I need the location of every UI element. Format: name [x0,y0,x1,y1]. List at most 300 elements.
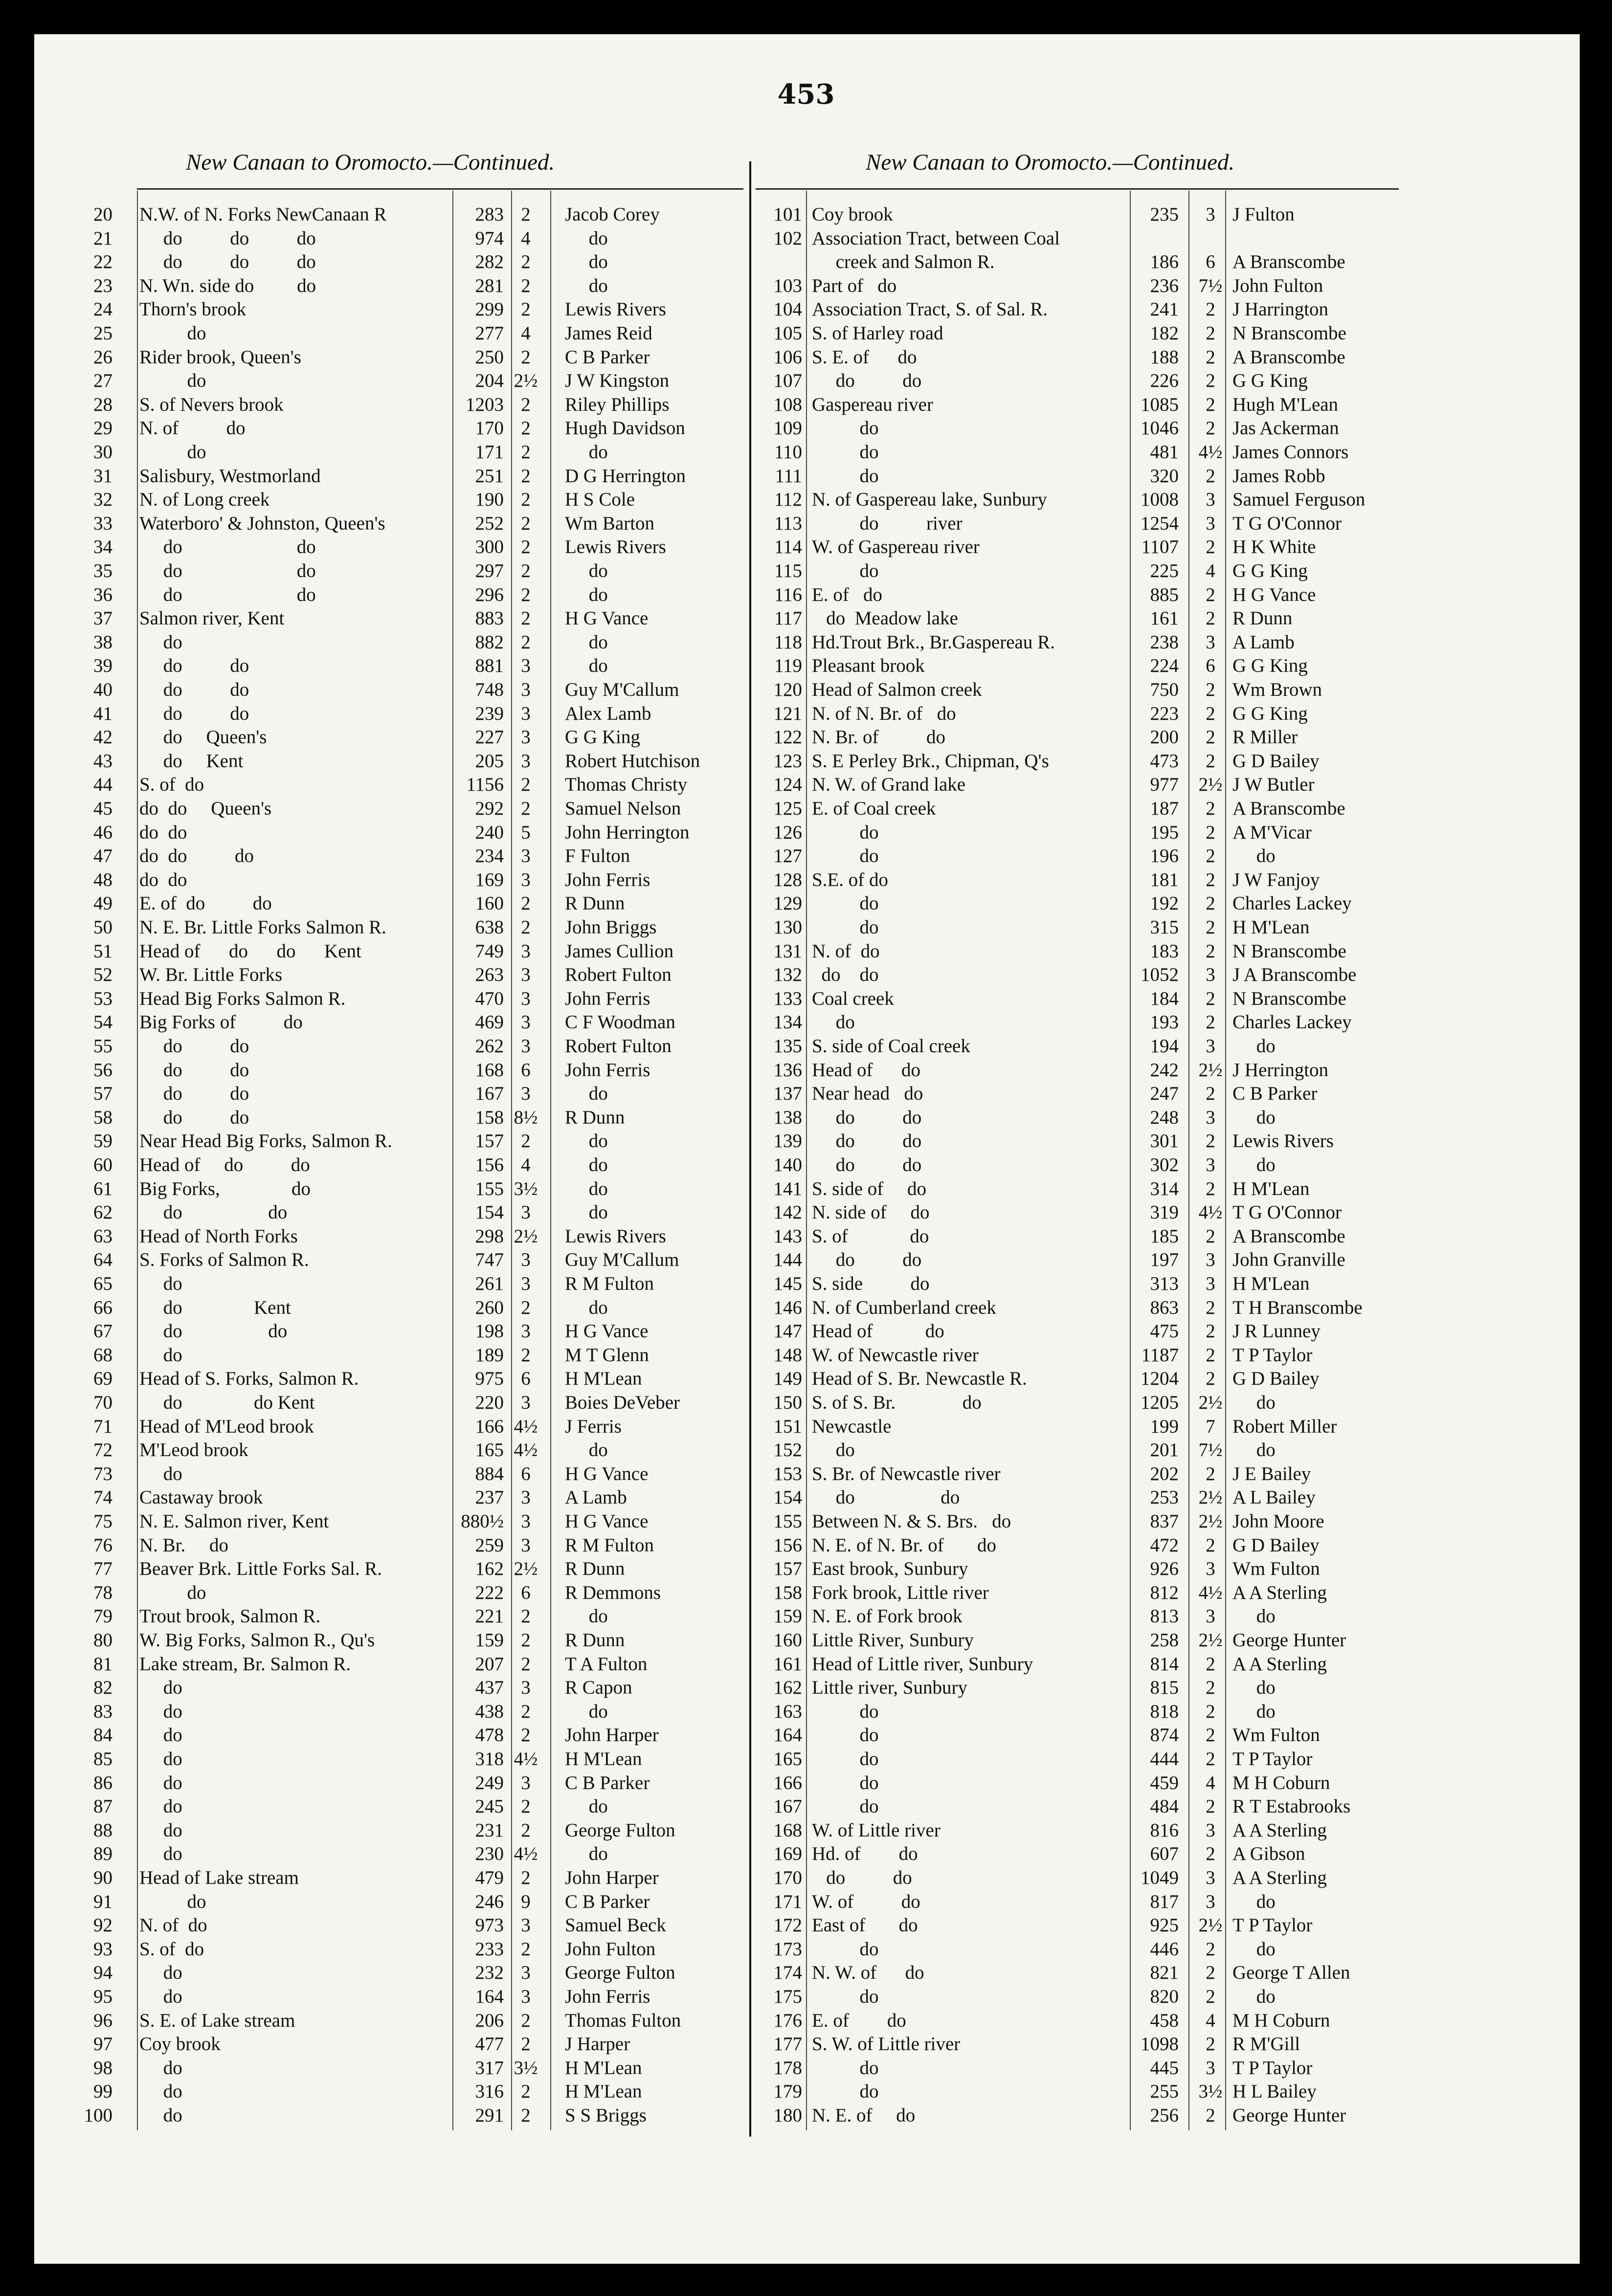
grantee-name: A Lamb [565,1487,627,1508]
location: Lake stream, Br. Salmon R. [139,1653,351,1675]
rate: 2 [1206,893,1215,914]
table-row [0,1056,1612,1079]
acreage: 1098 [1141,2033,1179,2055]
grantee-name: C F Woodman [565,1012,675,1033]
rate: 2 [521,798,531,819]
grantee-name: A Gibson [1232,1843,1305,1865]
location: N. of Long creek [139,489,270,510]
table-row [0,2077,1612,2100]
acreage: 296 [475,584,504,605]
lot-number: 80 [93,1630,112,1651]
rate: 3 [521,1677,531,1699]
grantee-name: do [1232,1700,1276,1722]
grantee-name: John Granville [1232,1249,1345,1271]
location: Salisbury, Westmorland [139,465,321,486]
location: do do [812,370,922,392]
left-header-rule [137,188,743,190]
table-row [0,414,1612,437]
lot-number: 177 [773,2033,802,2055]
lot-number: 41 [93,703,112,724]
grantee-name: Samuel Ferguson [1232,489,1366,510]
table-row [0,200,1612,223]
grantee-name: Jacob Corey [565,204,660,225]
table-row [0,1555,1612,1578]
acreage: 484 [1150,1796,1179,1817]
location: do do [139,703,249,724]
location: do [139,1582,206,1603]
rate: 2 [521,251,531,273]
lot-number: 128 [773,869,802,890]
location: N. W. of Grand lake [812,774,966,795]
acreage: 261 [475,1273,504,1294]
lot-number: 26 [93,346,112,368]
rate: 2 [521,204,531,225]
location: Between N. & S. Brs. do [812,1511,1011,1532]
acreage: 239 [475,703,504,724]
location: do do [812,964,879,986]
lot-number: 39 [93,655,112,677]
lot-number: 74 [93,1487,112,1508]
lot-number: 105 [773,323,802,344]
location: do [812,1796,879,1817]
lot-number: 141 [773,1178,802,1199]
acreage: 1107 [1141,536,1179,558]
rate: 2 [1206,418,1215,439]
lot-number: 43 [93,750,112,772]
lot-number: 106 [773,346,802,368]
rate: 3 [1206,2057,1215,2078]
acreage: 975 [475,1368,504,1390]
lot-number: 24 [93,299,112,320]
grantee-name: S S Briggs [565,2105,647,2126]
grantee-name: do [565,275,608,296]
lot-number: 76 [93,1534,112,1556]
lot-number: 25 [93,323,112,344]
grantee-name: H K White [1232,536,1316,558]
rate: 2 [1206,940,1215,962]
grantee-name: R Dunn [565,893,625,914]
rate: 3 [1206,204,1215,225]
location: do do [139,560,316,581]
grantee-name: N Branscombe [1232,323,1346,344]
rate: 7½ [1198,1439,1223,1461]
location: Head Big Forks Salmon R. [139,988,346,1009]
lot-number: 175 [773,1986,802,2007]
acreage: 925 [1150,1915,1179,1936]
rate: 4½ [1198,442,1223,463]
table-row [0,1745,1612,1768]
table-row [0,1104,1612,1126]
acreage: 171 [475,442,504,463]
location: S. side of do [812,1178,926,1199]
location: N. of do [812,940,880,962]
acreage: 1156 [466,774,504,795]
grantee-name: D G Herrington [565,465,686,486]
acreage: 1203 [466,394,504,415]
location: S. W. of Little river [812,2033,961,2055]
rate: 3 [521,1534,531,1556]
grantee-name: Samuel Nelson [565,798,681,819]
lot-number: 21 [93,227,112,249]
acreage: 820 [1150,1986,1179,2007]
rate: 6 [1206,655,1215,677]
rate: 2 [1206,917,1215,938]
rate: 4 [521,323,531,344]
rate: 2 [521,1344,531,1366]
rate: 4 [521,227,531,249]
lot-number: 143 [773,1225,802,1247]
grantee-name: J Fulton [1232,204,1295,225]
location: do [812,1748,879,1769]
acreage: 238 [1150,631,1179,653]
table-row [0,866,1612,889]
table-row [0,676,1612,699]
location: Head of do [812,1321,944,1342]
rate: 3 [521,1772,531,1793]
rate: 4 [1206,560,1215,581]
grantee-name: Guy M'Callum [565,1249,679,1271]
acreage: 302 [1150,1154,1179,1175]
rate: 2 [1206,1178,1215,1199]
grantee-name: J Harper [565,2033,630,2055]
rate: 2 [1206,727,1215,748]
acreage: 249 [475,1772,504,1793]
grantee-name: Boies DeVeber [565,1392,680,1413]
grantee-name: H M'Lean [565,1368,642,1390]
grantee-name: do [565,1843,608,1865]
lot-number: 32 [93,489,112,510]
grantee-name: do [565,1700,608,1722]
acreage: 231 [475,1819,504,1841]
acreage: 230 [475,1843,504,1865]
rate: 3 [521,1915,531,1936]
rate: 2 [1206,1368,1215,1390]
acreage: 445 [1150,2057,1179,2078]
location: Thorn's brook [139,299,246,320]
rate: 3 [521,1273,531,1294]
acreage: 1205 [1141,1392,1179,1413]
lot-number: 112 [774,489,802,510]
grantee-name: do [565,1178,608,1199]
rate: 3 [521,703,531,724]
location: do [812,442,879,463]
left-column-heading: New Canaan to Oromocto.—Continued. [186,150,555,175]
rate: 2 [1206,394,1215,415]
table-row [0,1127,1612,1150]
rate: 6 [521,1059,531,1081]
location: do [139,1891,206,1912]
rate: 2 [521,1819,531,1841]
acreage: 206 [475,2009,504,2031]
lot-number: 125 [773,798,802,819]
acreage: 300 [475,536,504,558]
lot-number: 163 [773,1700,802,1722]
lot-number: 102 [773,227,802,249]
grantee-name: A A Sterling [1232,1867,1327,1888]
lot-number: 22 [93,251,112,273]
location: N. of N. Br. of do [812,703,956,724]
grantee-name: T P Taylor [1232,2057,1313,2078]
lot-number: 123 [773,750,802,772]
rate: 2 [1206,1083,1215,1104]
location: N. Br. do [139,1534,229,1556]
table-row [0,1270,1612,1293]
rate: 2 [521,1606,531,1627]
rate: 4 [1206,1772,1215,1793]
grantee-name: J W Kingston [565,370,670,392]
grantee-name: do [565,631,608,653]
rate: 2½ [1198,1487,1223,1508]
grantee-name: John Harper [565,1867,659,1888]
grantee-name: James Connors [1232,442,1349,463]
grantee-name: N Branscombe [1232,988,1346,1009]
lot-number: 45 [93,798,112,819]
lot-number: 54 [93,1012,112,1033]
right-header-rule [756,188,1399,190]
grantee-name: Charles Lackey [1232,1012,1352,1033]
grantee-name: R M'Gill [1232,2033,1300,2055]
location: do do [139,1083,249,1104]
table-row [0,961,1612,984]
table-row [0,367,1612,390]
table-row [0,1769,1612,1792]
grantee-name: Robert Miller [1232,1415,1337,1437]
table-row [0,1151,1612,1174]
location: do [139,1273,182,1294]
table-row [0,723,1612,746]
rate: 2 [521,893,531,914]
grantee-name: H M'Lean [1232,917,1310,938]
lot-number: 38 [93,631,112,653]
location: Trout brook, Salmon R. [139,1606,321,1627]
rate: 3 [521,1511,531,1532]
lot-number: 85 [93,1748,112,1769]
grantee-name: Thomas Christy [565,774,688,795]
grantee-name: R Demmons [565,1582,661,1603]
rate: 2 [1206,465,1215,486]
lot-number: 28 [93,394,112,415]
acreage: 184 [1150,988,1179,1009]
lot-number: 68 [93,1344,112,1366]
acreage: 315 [1150,917,1179,938]
lot-number: 91 [93,1891,112,1912]
rate: 2 [521,1938,531,1960]
acreage: 162 [475,1558,504,1580]
grantee-name: George Fulton [565,1819,675,1841]
table-row [0,1674,1612,1697]
acreage: 1204 [1141,1368,1179,1390]
table-row [0,1175,1612,1198]
lot-number: 50 [93,917,112,938]
acreage: 297 [475,560,504,581]
table-row [0,438,1612,461]
table-row [0,1483,1612,1506]
lot-number: 97 [93,2033,112,2055]
rate: 2 [521,2033,531,2055]
lot-number: 61 [93,1178,112,1199]
grantee-name: A Branscombe [1232,346,1345,368]
lot-number: 133 [773,988,802,1009]
lot-number: 157 [773,1558,802,1580]
table-row [0,937,1612,960]
rate: 2 [1206,1724,1215,1746]
lot-number: 165 [773,1748,802,1769]
lot-number: 53 [93,988,112,1009]
location: do [812,418,879,439]
table-row [0,1317,1612,1340]
lot-number: 55 [93,1036,112,1057]
lot-number: 119 [774,655,802,677]
grantee-name: John Fulton [565,1938,656,1960]
lot-number: 96 [93,2009,112,2031]
rate: 2 [1206,1653,1215,1675]
acreage: 299 [475,299,504,320]
rate: 2 [521,2105,531,2126]
lot-number: 174 [773,1962,802,1984]
location: Head of M'Leod brook [139,1415,314,1437]
acreage: 317 [475,2057,504,2078]
lot-number: 118 [774,631,802,653]
acreage: 253 [1150,1487,1179,1508]
grantee-name: H M'Lean [565,2081,642,2102]
rate: 3 [521,1392,531,1413]
location: do [139,1344,182,1366]
table-row [0,795,1612,817]
acreage: 884 [475,1463,504,1484]
grantee-name: do [1232,1392,1276,1413]
rate: 3 [521,1986,531,2007]
table-row [0,747,1612,770]
location: Fork brook, Little river [812,1582,989,1603]
acreage: 181 [1150,869,1179,890]
grantee-name: Lewis Rivers [565,299,666,320]
lot-number: 57 [93,1083,112,1104]
rate: 2 [521,1653,531,1675]
rate: 2 [521,584,531,605]
location: S. E. of Lake stream [139,2009,295,2031]
rate: 2 [1206,1700,1215,1722]
rate: 9 [521,1891,531,1912]
rate: 2 [521,1297,531,1318]
location: do [139,370,206,392]
location: E. of Coal creek [812,798,936,819]
location: N. E. of do [812,2105,916,2126]
grantee-name: G G King [1232,370,1308,392]
grantee-name: C B Parker [565,1772,650,1793]
acreage: 200 [1150,727,1179,748]
grantee-name: Lewis Rivers [565,1225,666,1247]
location: Waterboro' & Johnston, Queen's [139,512,385,534]
acreage: 202 [1150,1463,1179,1484]
location: Head of Lake stream [139,1867,299,1888]
location: do do [812,1106,922,1128]
grantee-name: Thomas Fulton [565,2009,681,2031]
lot-number: 90 [93,1867,112,1888]
rate: 3 [521,845,531,867]
lot-number: 116 [774,584,802,605]
acreage: 245 [475,1796,504,1817]
rate: 3 [1206,489,1215,510]
location: Head of Salmon creek [812,679,982,700]
rate: 2 [1206,1321,1215,1342]
grantee-name: do [565,1606,608,1627]
rate: 3½ [514,2057,538,2078]
acreage: 232 [475,1962,504,1984]
location: Head of S. Forks, Salmon R. [139,1368,359,1390]
grantee-name: C B Parker [565,1891,650,1912]
acreage: 301 [1150,1130,1179,1152]
grantee-name: Alex Lamb [565,703,651,724]
table-row [0,652,1612,675]
location: S. Forks of Salmon R. [139,1249,309,1271]
acreage: 882 [475,631,504,653]
location: N. E. of Fork brook [812,1606,963,1627]
lot-number: 98 [93,2057,112,2078]
table-row [0,248,1612,271]
rate: 2 [521,512,531,534]
lot-number: 110 [774,442,802,463]
acreage: 281 [475,275,504,296]
table-row [0,486,1612,508]
grantee-name: John Ferris [565,1986,650,2007]
table-row [0,557,1612,580]
lot-number: 126 [773,821,802,843]
rate: 4½ [514,1748,538,1769]
table-row [0,2007,1612,2030]
location: do [139,1819,182,1841]
location: Newcastle [812,1415,892,1437]
acreage: 194 [1150,1036,1179,1057]
location: S. E. of do [812,346,917,368]
location: do do [812,1487,960,1508]
acreage: 1052 [1141,964,1179,986]
location: N. of Gaspereau lake, Sunbury [812,489,1047,510]
acreage: 319 [1150,1202,1179,1223]
table-row [0,1650,1612,1673]
acreage: 283 [475,204,504,225]
grantee-name: T H Branscombe [1232,1297,1363,1318]
acreage: 186 [1150,251,1179,273]
location: S. side of Coal creek [812,1036,970,1057]
acreage: 815 [1150,1677,1179,1699]
rate: 2 [1206,869,1215,890]
location: N. W. of do [812,1962,924,1984]
rate: 2½ [514,1225,538,1247]
location: do [812,893,879,914]
table-row [0,1198,1612,1221]
lot-number: 164 [773,1724,802,1746]
acreage: 199 [1150,1415,1179,1437]
grantee-name: H G Vance [565,608,649,629]
grantee-name: do [1232,1439,1276,1461]
lot-number: 152 [773,1439,802,1461]
location: do Kent [139,1297,291,1318]
acreage: 479 [475,1867,504,1888]
acreage: 469 [475,1012,504,1033]
location: Head of Little river, Sunbury [812,1653,1033,1675]
grantee-name: John Fulton [1232,275,1323,296]
rate: 3 [1206,1036,1215,1057]
location: S. of do [139,1938,204,1960]
rate: 2 [521,418,531,439]
table-row [0,1888,1612,1911]
acreage: 159 [475,1630,504,1651]
grantee-name: John Briggs [565,917,657,938]
location: M'Leod brook [139,1439,248,1461]
lot-number: 135 [773,1036,802,1057]
location: N. E. Br. Little Forks Salmon R. [139,917,386,938]
rate: 2½ [1198,1915,1223,1936]
